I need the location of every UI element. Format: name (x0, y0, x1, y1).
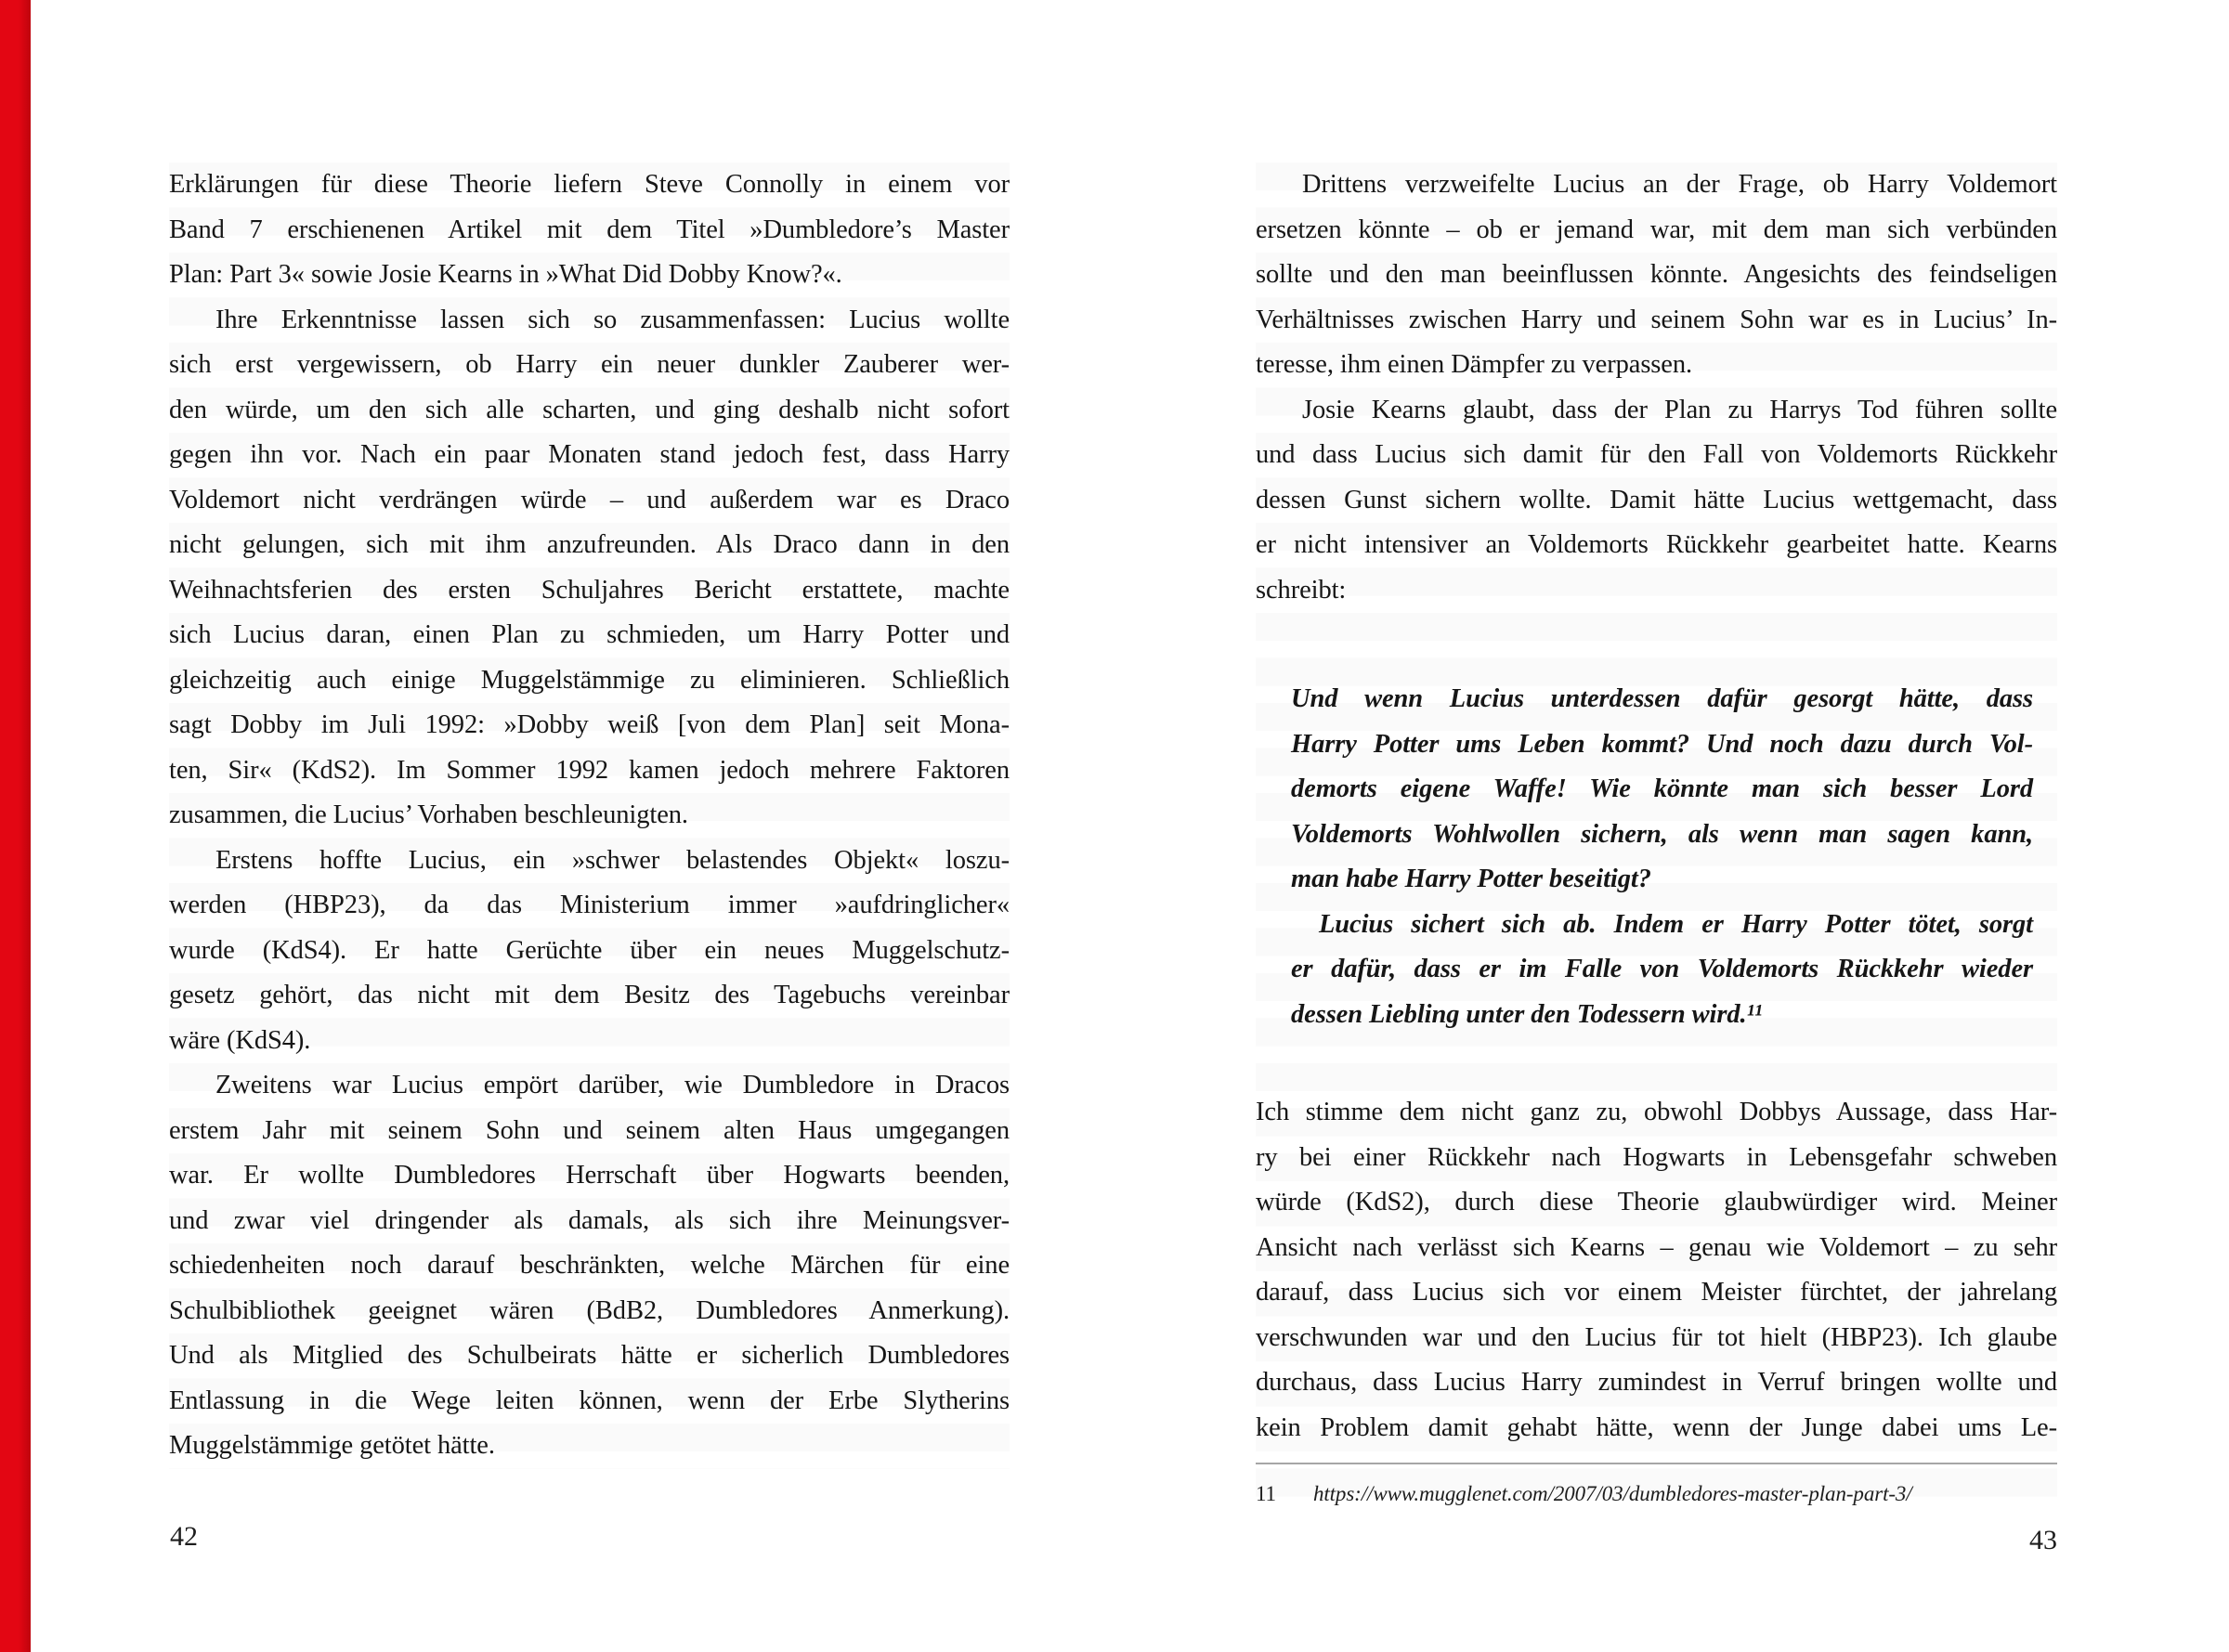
text-line: dessen Liebling unter den Todessern wird.¹¹ (1291, 999, 1763, 1029)
text-line: kein Problem damit gehabt hätte, wenn der Junge dabei ums Le- (1256, 1412, 2057, 1442)
text-line: Muggelstämmige getötet hätte. (169, 1431, 495, 1460)
block-quote-paragraph (1291, 677, 2033, 903)
text-line: Band 7 erschienenen Artikel mit dem Titel »Dumbledore’s Master (169, 215, 1010, 244)
page-number-left: 42 (170, 1521, 198, 1552)
text-line: Drittens verzweifelte Lucius an der Frage, ob Harry Voldemort (1302, 170, 2057, 199)
text-line: zusammen, die Lucius’ Vorhaben beschleunigten. (169, 800, 688, 829)
footnote-divider (1256, 1463, 2057, 1464)
text-line: teresse, ihm einen Dämpfer zu verpassen. (1256, 350, 1693, 379)
text-line: und zwar viel dringender als damals, als sich ihre Meinungsver- (169, 1205, 1010, 1235)
text-line: Harry Potter ums Leben kommt? Und noch dazu durch Vol- (1291, 729, 2033, 759)
text-line: ry bei einer Rückkehr nach Hogwarts in Lebensgefahr schweben (1256, 1142, 2057, 1172)
text-line: Erstens hoffte Lucius, ein »schwer belastendes Objekt« loszu- (215, 845, 1010, 875)
text-line: Entlassung in die Wege leiten können, wenn der Erbe Slytherins (169, 1385, 1010, 1415)
text-line: wurde (KdS4). Er hatte Gerüchte über ein neues Muggelschutz- (169, 935, 1010, 965)
body-paragraph (1256, 1090, 2057, 1450)
text-line: den würde, um den sich alle scharten, und ging deshalb nicht sofort (169, 395, 1010, 424)
text-line: Und als Mitglied des Schulbeirats hätte er sicherlich Dumbledores (169, 1341, 1010, 1370)
body-paragraph (169, 1063, 1010, 1469)
text-line: verschwunden war und den Lucius für tot hielt (HBP23). Ich glaube (1256, 1322, 2057, 1352)
text-line: durchaus, dass Lucius Harry zumindest in Verruf bringen wollte und (1256, 1368, 2057, 1397)
text-line: schiedenheiten noch darauf beschränkten, welche Märchen für eine (169, 1251, 1010, 1280)
text-line: darauf, dass Lucius sich vor einem Meister fürchtet, der jahrelang (1256, 1278, 2057, 1307)
text-line: Und wenn Lucius unterdessen dafür gesorgt hätte, dass (1291, 684, 2033, 713)
text-line: gleichzeitig auch einige Muggelstämmige zu eliminieren. Schließlich (169, 665, 1010, 695)
footnote-url: https://www.mugglenet.com/2007/03/dumbledores-master-plan-part-3/ (1312, 1482, 1912, 1505)
body-paragraph (1256, 163, 2057, 388)
body-paragraph (169, 839, 1010, 1064)
footnote (1256, 1478, 2057, 1510)
text-line: gegen ihn vor. Nach ein paar Monaten stand jedoch fest, dass Harry (169, 440, 1010, 469)
text-line: Schulbibliothek geeignet wären (BdB2, Dumbledores Anmerkung). (169, 1295, 1010, 1325)
right-page-text (1256, 163, 2057, 1510)
text-line: Erklärungen für diese Theorie liefern Steve Connolly in einem vor (169, 170, 1010, 199)
body-paragraph (169, 298, 1010, 839)
text-line: sich erst vergewissern, ob Harry ein neuer dunkler Zauberer wer- (169, 350, 1010, 379)
text-line: ersetzen könnte – ob er jemand war, mit dem man sich verbünden (1256, 215, 2057, 244)
block-quote-paragraph (1291, 903, 2033, 1038)
text-line: er dafür, dass er im Falle von Voldemorts Rückkehr wieder (1291, 955, 2033, 983)
footnote-number: 11 (1256, 1482, 1276, 1505)
text-line: Lucius sichert sich ab. Indem er Harry Potter tötet, sorgt (1319, 909, 2033, 939)
text-line: Josie Kearns glaubt, dass der Plan zu Harrys Tod führen sollte (1302, 395, 2057, 424)
text-line: dessen Gunst sichern wollte. Damit hätte Lucius wettgemacht, dass (1256, 485, 2057, 514)
text-line: sagt Dobby im Juli 1992: »Dobby weiß [von dem Plan] seit Mona- (169, 710, 1010, 739)
left-page-text (169, 163, 1010, 1469)
text-line: Ihre Erkenntnisse lassen sich so zusammenfassen: Lucius wollte (215, 305, 1010, 334)
text-line: Zweitens war Lucius empört darüber, wie Dumbledore in Dracos (215, 1071, 1010, 1099)
text-line: Verhältnisses zwischen Harry und seinem Sohn war es in Lucius’ In- (1256, 305, 2057, 334)
text-line: Weihnachtsferien des ersten Schuljahres Bericht erstattete, machte (169, 575, 1010, 605)
text-line: Voldemorts Wohlwollen sichern, als wenn man sagen kann, (1291, 819, 2033, 849)
text-line: nicht gelungen, sich mit ihm anzufreunden. Als Draco dann in den (169, 530, 1010, 559)
text-line: und dass Lucius sich damit für den Fall von Voldemorts Rückkehr (1256, 440, 2057, 469)
text-line: würde (KdS2), durch diese Theorie glaubwürdiger wird. Meiner (1256, 1188, 2057, 1216)
text-line: er nicht intensiver an Voldemorts Rückkehr gearbeitet hatte. Kearns (1256, 530, 2057, 559)
text-line: gesetz gehört, das nicht mit dem Besitz des Tagebuchs vereinbar (169, 981, 1010, 1009)
page-number-right: 43 (2029, 1525, 2057, 1555)
text-line: erstem Jahr mit seinem Sohn und seinem alten Haus umgegangen (169, 1115, 1010, 1145)
text-line: Ansicht nach verlässt sich Kearns – genau wie Voldemort – zu sehr (1256, 1232, 2057, 1262)
text-line: Voldemort nicht verdrängen würde – und außerdem war es Draco (169, 485, 1010, 514)
text-line: war. Er wollte Dumbledores Herrschaft über Hogwarts beenden, (169, 1161, 1010, 1190)
text-line: werden (HBP23), da das Ministerium immer »aufdringlicher« (169, 891, 1010, 919)
text-line: man habe Harry Potter beseitigt? (1291, 865, 1651, 893)
text-line: demorts eigene Waffe! Wie könnte man sich besser Lord (1291, 774, 2033, 803)
text-line: Plan: Part 3« sowie Josie Kearns in »What Did Dobby Know?«. (169, 260, 842, 289)
body-paragraph (169, 163, 1010, 298)
text-line: sollte und den man beeinflussen könnte. Angesichts des feindseligen (1256, 260, 2057, 289)
text-line: sich Lucius daran, einen Plan zu schmieden, um Harry Potter und (169, 620, 1010, 649)
text-line: wäre (KdS4). (169, 1025, 311, 1055)
book-cover-edge-strip (0, 0, 31, 1652)
text-line: Ich stimme dem nicht ganz zu, obwohl Dobbys Aussage, dass Har- (1256, 1098, 2057, 1126)
text-line: ten, Sir« (KdS2). Im Sommer 1992 kamen jedoch mehrere Faktoren (169, 755, 1010, 785)
body-paragraph (1256, 388, 2057, 614)
text-line: schreibt: (1256, 575, 1347, 605)
